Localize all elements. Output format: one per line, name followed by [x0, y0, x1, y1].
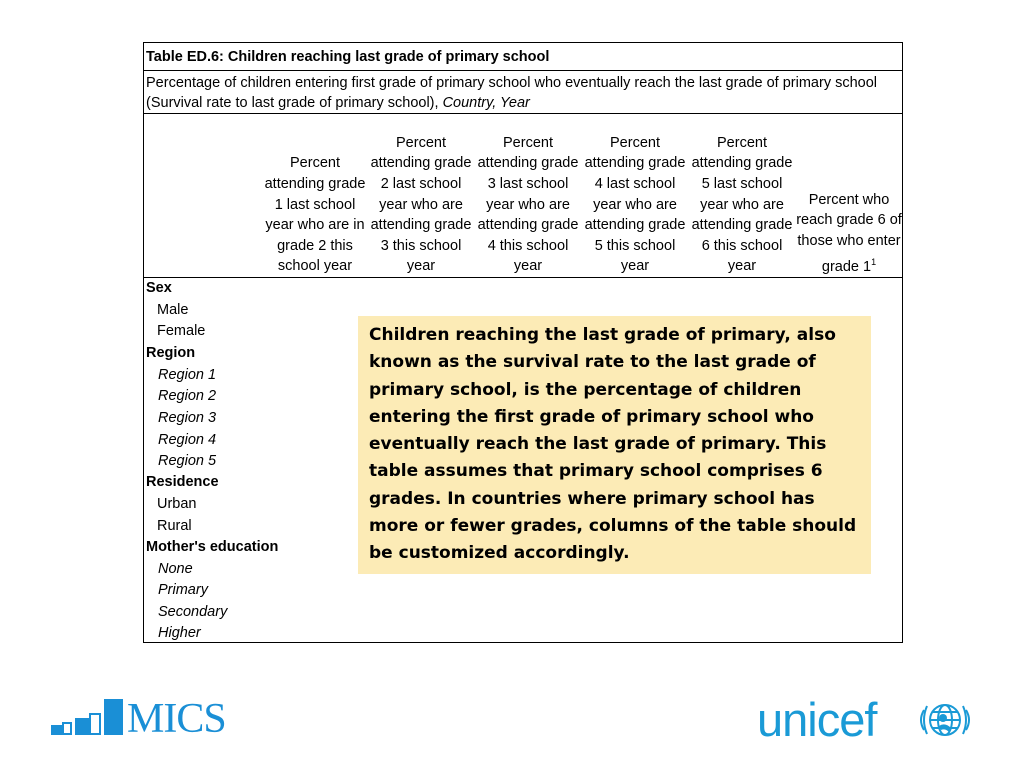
row-label-region: Region — [146, 345, 196, 361]
row-label-mothers-education: Mother's education — [146, 539, 279, 555]
column-header-grade4: Percent attending grade 4 last school year who are attending grade 5 this school year — [584, 134, 686, 275]
row-label-urban: Urban — [157, 496, 197, 512]
column-header-grade1: Percent attending grade 1 last school year who are in grade 2 this school year — [264, 155, 366, 275]
survival-header-text: Percent who reach grade 6 of those who enter grade 1 — [796, 191, 902, 275]
row-label-region-2: Region 2 — [158, 388, 217, 404]
row-label-higher: Higher — [158, 625, 201, 641]
callout-note: Children reaching the last grade of primary, also known as the survival rate to the last grade of primary school, is the percentage of children entering the first grade of primary school who eventually reach the last grade of primary. This table assumes that primary school comprises 6 grades. In countries where primary school has more or fewer grades, columns of the table should be customized accordingly. — [358, 316, 871, 574]
mics-wordmark: MICS — [127, 696, 226, 742]
description-text: Percentage of children entering first grade of primary school who eventually reach the last grade of primary school (Survival rate to last grade of primary school), — [146, 75, 878, 111]
mics-logo — [51, 696, 251, 742]
table-description — [144, 71, 902, 114]
unicef-logo — [757, 694, 982, 749]
unicef-emblem-icon — [919, 696, 971, 744]
row-label-rural: Rural — [157, 518, 192, 534]
unicef-wordmark: unicef — [757, 693, 877, 746]
row-label-female: Female — [157, 323, 206, 339]
row-label-male: Male — [157, 302, 189, 318]
row-label-sex: Sex — [146, 280, 172, 296]
table-title: Table ED.6: Children reaching last grade of primary school — [144, 43, 902, 71]
column-header-row — [144, 114, 902, 278]
description-country-year: Country, Year — [442, 95, 530, 111]
row-label-region-4: Region 4 — [158, 432, 217, 448]
column-header-survival — [796, 190, 902, 277]
row-label-secondary: Secondary — [158, 604, 228, 620]
row-label-none: None — [158, 561, 193, 577]
footnote-marker: 1 — [871, 256, 877, 267]
column-header-grade3: Percent attending grade 3 last school year who are attending grade 4 this school year — [477, 134, 579, 275]
column-header-grade2: Percent attending grade 2 last school year who are attending grade 3 this school year — [370, 134, 472, 275]
column-header-grade5: Percent attending grade 5 last school year who are attending grade 6 this school year — [691, 134, 793, 275]
row-label-region-1: Region 1 — [158, 367, 217, 383]
row-label-primary: Primary — [158, 582, 208, 598]
row-label-region-3: Region 3 — [158, 410, 217, 426]
row-label-residence: Residence — [146, 474, 219, 490]
row-label-region-5: Region 5 — [158, 453, 217, 469]
